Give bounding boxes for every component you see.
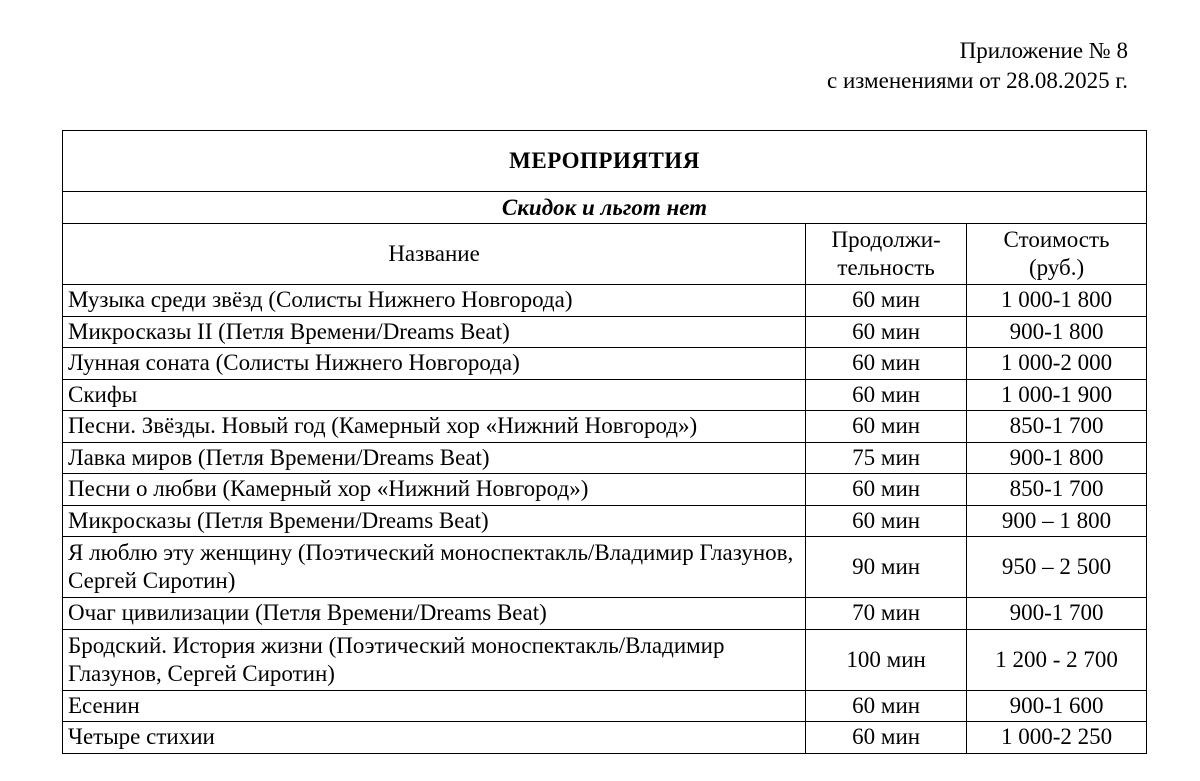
events-table xyxy=(62,130,1147,754)
event-duration: 60 мин xyxy=(806,722,967,754)
column-header-price xyxy=(967,224,1147,285)
event-name: Микросказы II (Петля Времени/Dreams Beat) xyxy=(63,316,806,348)
column-header-price-line1: Стоимость xyxy=(1003,227,1110,252)
event-price: 850-1 700 xyxy=(967,474,1147,506)
event-price: 1 000-1 900 xyxy=(967,379,1147,411)
event-price: 900-1 600 xyxy=(967,690,1147,722)
table-row xyxy=(63,598,1147,630)
event-price: 1 000-2 000 xyxy=(967,348,1147,380)
event-duration: 60 мин xyxy=(806,285,967,317)
event-name: Есенин xyxy=(63,690,806,722)
event-name: Микросказы (Петля Времени/Dreams Beat) xyxy=(63,505,806,537)
event-price: 900-1 800 xyxy=(967,316,1147,348)
table-title-row xyxy=(63,131,1147,192)
event-price: 900-1 700 xyxy=(967,598,1147,630)
event-name: Музыка среди звёзд (Солисты Нижнего Новгорода) xyxy=(63,285,806,317)
table-title: МЕРОПРИЯТИЯ xyxy=(63,131,1147,192)
revision-note: с изменениями от 28.08.2025 г. xyxy=(827,68,1128,93)
column-header-duration-line1: Продолжи- xyxy=(831,227,941,252)
event-name: Песни. Звёзды. Новый год (Камерный хор «Нижний Новгород») xyxy=(63,411,806,443)
event-duration: 60 мин xyxy=(806,474,967,506)
table-row xyxy=(63,411,1147,443)
table-row xyxy=(63,285,1147,317)
table-row xyxy=(63,442,1147,474)
table-row xyxy=(63,316,1147,348)
event-price: 1 200 - 2 700 xyxy=(967,629,1147,690)
event-name: Бродский. История жизни (Поэтический моноспектакль/Владимир Глазунов, Сергей Сиротин) xyxy=(63,629,806,690)
column-header-name: Название xyxy=(63,224,806,285)
event-name: Я люблю эту женщину (Поэтический моноспектакль/Владимир Глазунов, Сергей Сиротин) xyxy=(63,537,806,598)
event-price: 1 000-2 250 xyxy=(967,722,1147,754)
table-row xyxy=(63,474,1147,506)
table-row xyxy=(63,537,1147,598)
event-name: Лунная соната (Солисты Нижнего Новгорода) xyxy=(63,348,806,380)
column-header-duration-line2: тельность xyxy=(837,255,935,280)
table-subtitle: Скидок и льгот нет xyxy=(63,192,1147,224)
table-row xyxy=(63,690,1147,722)
event-price: 850-1 700 xyxy=(967,411,1147,443)
event-duration: 100 мин xyxy=(806,629,967,690)
event-duration: 60 мин xyxy=(806,411,967,443)
event-name: Песни о любви (Камерный хор «Нижний Новгород») xyxy=(63,474,806,506)
event-duration: 70 мин xyxy=(806,598,967,630)
event-price: 900 – 1 800 xyxy=(967,505,1147,537)
table-subtitle-row xyxy=(63,192,1147,224)
event-duration: 60 мин xyxy=(806,505,967,537)
event-duration: 90 мин xyxy=(806,537,967,598)
event-price: 900-1 800 xyxy=(967,442,1147,474)
appendix-number: Приложение № 8 xyxy=(959,38,1128,63)
event-price: 1 000-1 800 xyxy=(967,285,1147,317)
column-header-duration xyxy=(806,224,967,285)
event-name: Скифы xyxy=(63,379,806,411)
event-duration: 75 мин xyxy=(806,442,967,474)
table-row xyxy=(63,722,1147,754)
document-header xyxy=(827,36,1128,96)
event-name: Лавка миров (Петля Времени/Dreams Beat) xyxy=(63,442,806,474)
column-header-row xyxy=(63,224,1147,285)
table-row xyxy=(63,379,1147,411)
table-row xyxy=(63,348,1147,380)
column-header-price-line2: (руб.) xyxy=(1028,255,1085,280)
event-duration: 60 мин xyxy=(806,348,967,380)
event-name: Четыре стихии xyxy=(63,722,806,754)
event-name: Очаг цивилизации (Петля Времени/Dreams Beat) xyxy=(63,598,806,630)
event-price: 950 – 2 500 xyxy=(967,537,1147,598)
event-duration: 60 мин xyxy=(806,379,967,411)
event-duration: 60 мин xyxy=(806,690,967,722)
table-row xyxy=(63,629,1147,690)
event-duration: 60 мин xyxy=(806,316,967,348)
table-row xyxy=(63,505,1147,537)
